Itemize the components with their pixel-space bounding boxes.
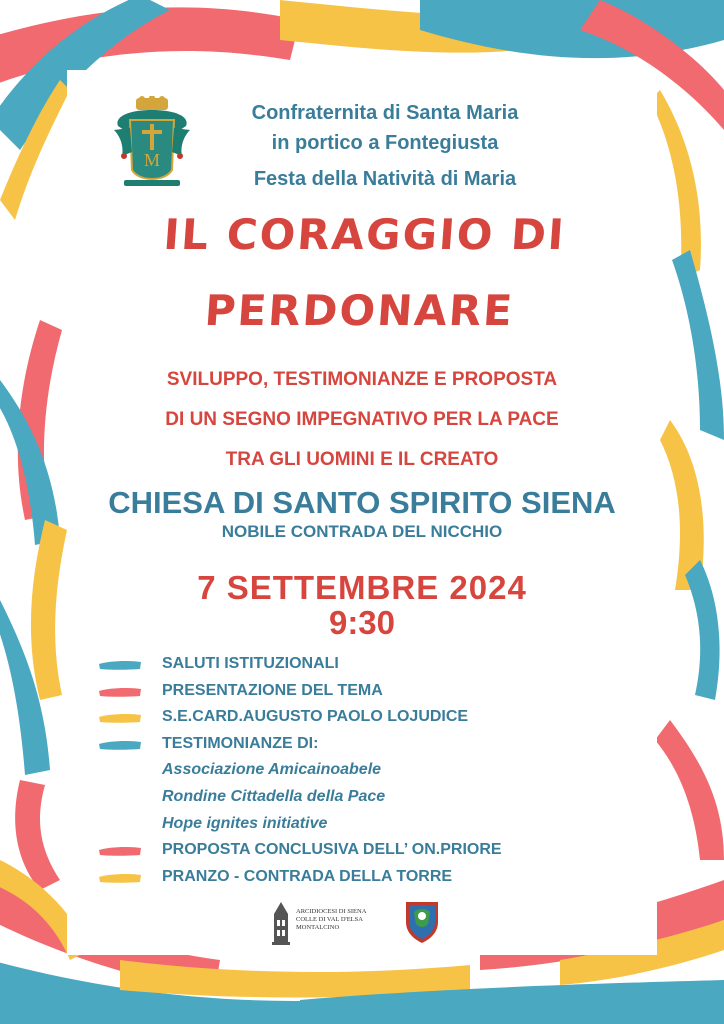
program-item-label: TESTIMONIANZE DI:: [162, 734, 319, 752]
program-item-label: SALUTI ISTITUZIONALI: [162, 655, 339, 672]
archdiocese-text: [296, 908, 366, 932]
program-item: [98, 652, 618, 679]
program-item-label: PRANZO - CONTRADA DELLA TORRE: [162, 867, 453, 885]
title-line-1: IL CORAGGIO DI: [162, 210, 568, 259]
event-subtitle: [67, 360, 657, 480]
confraternita-crest-logo: [110, 96, 194, 188]
header: [110, 96, 570, 191]
title-line-2: PERDONARE: [203, 286, 516, 335]
program-item-label: S.E.CARD.AUGUSTO PAOLO LOJUDICE: [162, 708, 469, 726]
program-item: [98, 705, 618, 732]
subtitle-line-1: SVILUPPO, TESTIMONIANZE E PROPOSTA: [166, 369, 558, 390]
brush-bullet-icon: [98, 687, 142, 698]
svg-text:M: M: [143, 150, 161, 170]
header-line-3: Festa della Natività di Maria: [253, 168, 517, 190]
header-line-1: Confraternita di Santa Maria: [251, 102, 519, 124]
contrada-shield-logo: [404, 898, 440, 944]
subtitle-line-3: TRA GLI UOMINI E IL CREATO: [225, 449, 499, 470]
brush-bullet-icon: [98, 873, 142, 884]
program-item: [98, 758, 618, 785]
program-item-label: Associazione Amicainoabele: [162, 761, 382, 779]
program-item-label: PRESENTAZIONE DEL TEMA: [162, 681, 383, 699]
brush-bullet-icon: [98, 660, 142, 671]
program-item-label: Hope ignites initiative: [162, 814, 328, 832]
venue-name: CHIESA DI SANTO SPIRITO SIENA: [108, 485, 616, 520]
program-item: [98, 865, 618, 892]
program-item: [98, 679, 618, 706]
program-item: [98, 838, 618, 865]
brush-bullet-icon: [98, 713, 142, 724]
brush-bullet-icon: [98, 740, 142, 751]
program-item: [98, 812, 618, 839]
venue-contrada: NOBILE CONTRADA DEL NICCHIO: [221, 522, 503, 541]
archdiocese-logo: [270, 900, 370, 948]
archdiocese-line-3: MONTALCINO: [296, 924, 340, 931]
program-list: [98, 652, 618, 891]
header-text: [200, 98, 570, 194]
program-item: [98, 785, 618, 812]
archdiocese-line-1: ARCIDIOCESI DI SIENA: [296, 908, 367, 915]
event-date: 7 SETTEMBRE 2024: [197, 569, 527, 606]
subtitle-line-2: DI UN SEGNO IMPEGNATIVO PER LA PACE: [165, 409, 559, 430]
archdiocese-line-2: COLLE DI VAL D'ELSA: [296, 916, 363, 923]
event-title: [62, 206, 661, 340]
cathedral-icon: [270, 900, 292, 946]
program-item-label: Rondine Cittadella della Pace: [162, 787, 386, 805]
program-item: [98, 732, 618, 759]
event-time: 9:30: [328, 604, 396, 641]
program-item-label: PROPOSTA CONCLUSIVA DELL’ ON.PRIORE: [162, 841, 502, 859]
header-line-2: in portico a Fontegiusta: [271, 132, 499, 154]
brush-bullet-icon: [98, 846, 142, 857]
